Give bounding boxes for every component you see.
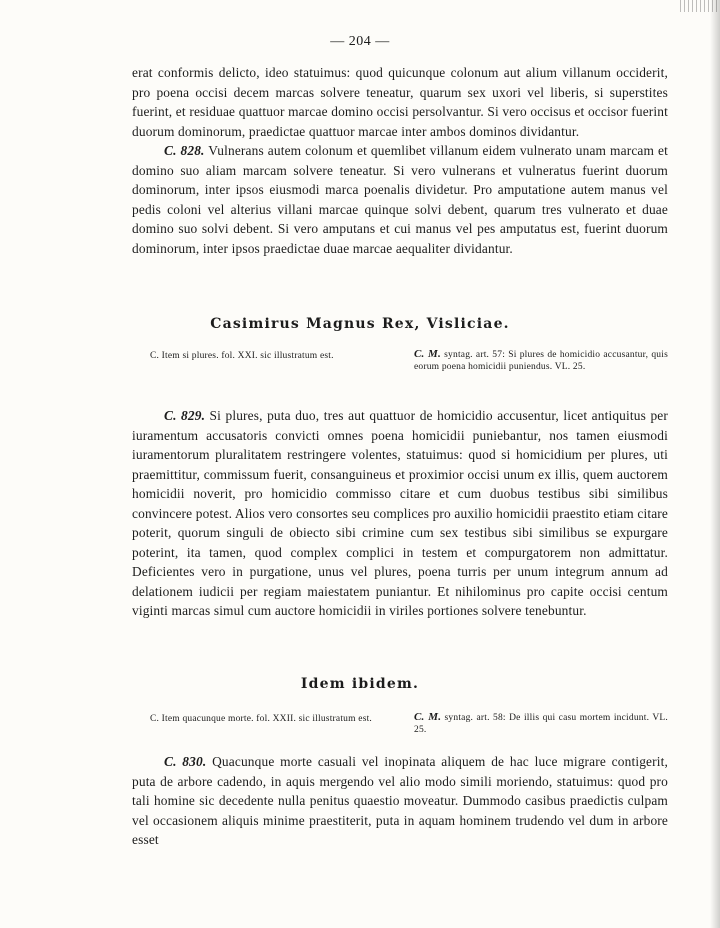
marginal-note-left-1: C. Item si plures. fol. XXI. sic illustratum est. [150, 351, 334, 361]
section-heading-casimirus: Casimirus Magnus Rex, Visliciae. [210, 316, 510, 332]
continuation-paragraph: erat conformis delicto, ideo statuimus: quod quicunque colonum aut alium villanum occiderit, pro poena occisi decem marcas solvere teneatur, quarum sex uxori vel liberis, si superstites fuerint, et residuae quattuor marcae domino occisi persolvantur. Si vero occisus et occisor fuerint duorum dominorum, praedictae quattuor marcae inter ambos dominos dividantur. [132, 65, 668, 139]
cm-reference-text-1: syntag. art. 57: Si plures de homicidio accusantur, quis eorum poena homicidii puniendus. VL. 25. [414, 350, 668, 372]
paragraph-c828 [132, 141, 668, 258]
paragraph-c830 [132, 752, 668, 850]
section-number-828: C. 828. [164, 143, 205, 158]
marginal-note-right-1 [414, 348, 668, 373]
cm-reference-1: C. M. [414, 348, 441, 360]
page-edge-shadow [710, 0, 720, 928]
marginal-note-right-2 [414, 711, 668, 736]
paragraph-c829 [132, 406, 668, 621]
marginal-note-left-2: C. Item quacunque morte. fol. XXII. sic illustratum est. [150, 714, 372, 724]
top-paragraph-block [132, 63, 668, 258]
bottom-paragraph-block [132, 752, 668, 850]
section-text-830: Quacunque morte casuali vel inopinata aliquem de hac luce migrare contigerit, puta de arbore cadendo, in aquis mergendo vel alio modo simili moriendo, statuimus: quod pro tali homine sic decedente nulla penitus quaestio moveatur. Dummodo casibus praedictis culpam vel occasionem aliquis minime praestiterit, puta in aquam hominem trudendo vel dum in arbore esset [132, 754, 668, 847]
cm-reference-2: C. M. [414, 711, 442, 723]
section-text-829: Si plures, puta duo, tres aut quattuor de homicidio accusentur, licet antiquitus per iuramentum accusatoris convicti omnes poena homicidii puniebantur, nos tamen eiusmodi iuramentorum pluralitatem restringere volentes, statuimus: quod si homicidium per plures, uti praemittitur, commissum fuerit, consanguineus et proximior occisi unum ex illis, quem auctorem homicidii noverit, pro homicidio commisso citare et cum duobus testibus sibi similibus convincere potest. Alios vero consortes seu complices pro auxilio homicidii praestito etiam citare poterit, quorum singuli de obiecto sibi crimine cum sex testibus sibi similibus se expurgare poterint, ita tamen, quod complex complici in testem et compurgatorem non admittatur. Deficientes vero in purgatione, unus vel plures, poena turris per unum integrum annum ad delationem iudicii per regiam maiestatem puniantur. Et nihilominus pro capite occisi centum viginti marcas simul cum auctore homicidii in viriles portiones solvere tenebuntur. [132, 408, 668, 618]
section-number-829: C. 829. [164, 408, 206, 423]
page-number: — 204 — [330, 34, 390, 49]
section-text-828: Vulnerans autem colonum et quemlibet villanum eidem vulnerato unam marcam et domino suo aliam marcam solvere teneatur. Si vero vulnerans et vulneratus fuerint duorum dominorum, inter ipsos eiusmodi marca poenalis dividetur. Pro amputatione autem manus vel pedis coloni vel alterius villani marcae quinque solvi debent, quarum tres vulnerato et duae domino suo solvi debent. Si vero amputans et cui manus vel pes amputatus est, fuerint duorum dominorum, inter ipsos praedictae duae marcae aequaliter dividantur. [132, 143, 668, 256]
section-heading-idem: Idem ibidem. [300, 676, 420, 692]
cm-reference-text-2: syntag. art. 58: De illis qui casu mortem incidunt. VL. 25. [414, 713, 668, 735]
middle-paragraph-block [132, 406, 668, 621]
section-number-830: C. 830. [164, 754, 207, 769]
